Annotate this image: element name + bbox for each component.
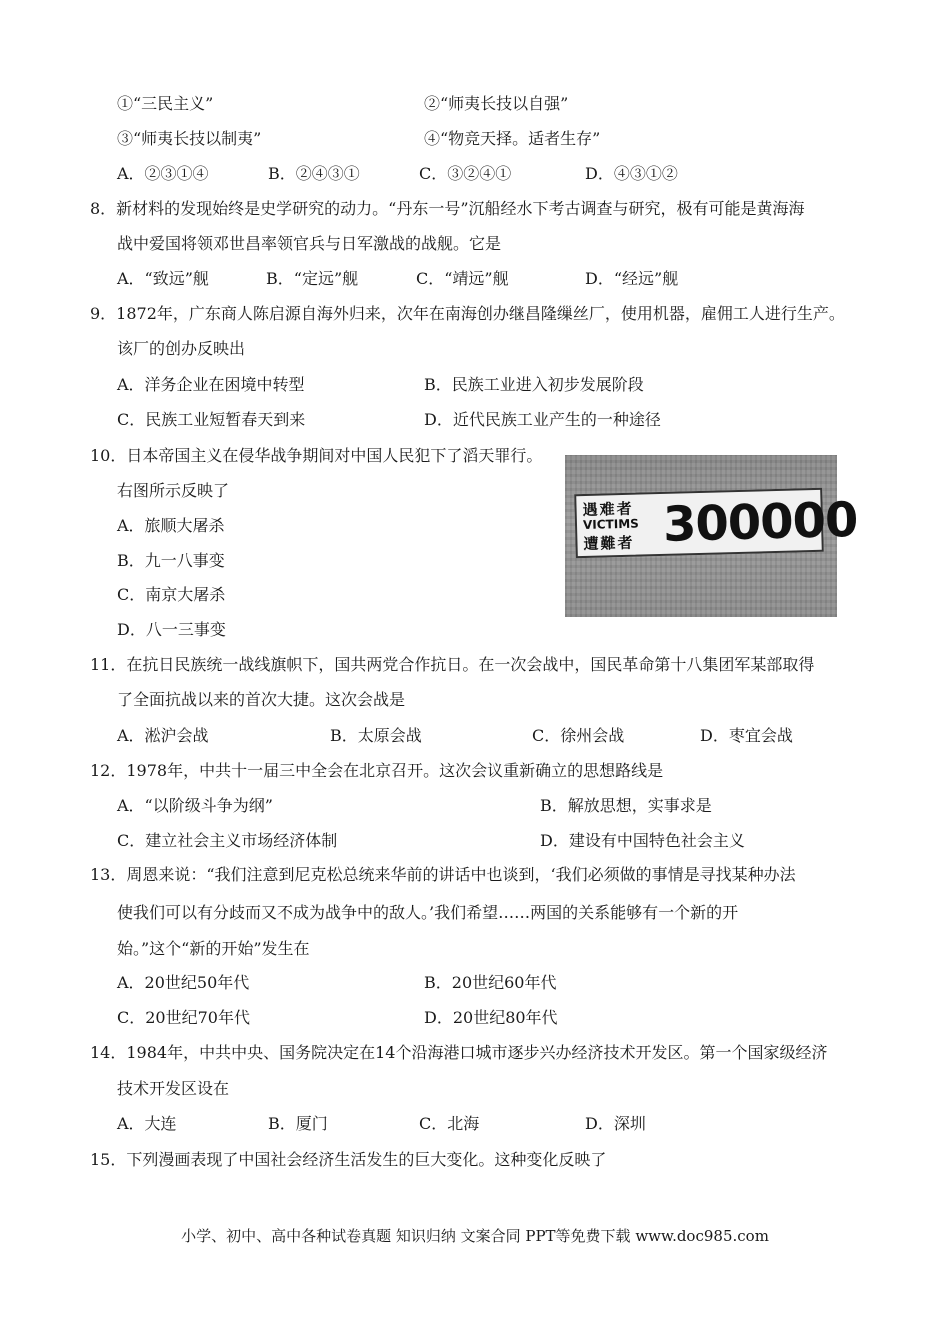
- victims-plaque: [574, 488, 859, 558]
- q14-option-a: A．大连: [117, 1114, 177, 1133]
- q13-option-b: B．20世纪60年代: [424, 973, 557, 992]
- q8-option-c: C．“靖远”舰: [416, 269, 509, 288]
- q9-option-a: A．洋务企业在困境中转型: [117, 375, 305, 394]
- q10-option-c: C．南京大屠杀: [117, 585, 226, 604]
- q7-item-4: ④“物竞天择。适者生存”: [424, 129, 601, 148]
- q15-stem-line1: 15．下列漫画表现了中国社会经济生活发生的巨大变化。这种变化反映了: [90, 1150, 607, 1169]
- q14-option-d: D．深圳: [585, 1114, 646, 1133]
- q11-option-c: C．徐州会战: [532, 726, 625, 745]
- q7-option-a: A．②③①④: [117, 164, 209, 183]
- q14-option-c: C．北海: [419, 1114, 480, 1133]
- q13-stem-line2: 使我们可以有分歧而又不成为战争中的敌人。’我们希望……两国的关系能够有一个新的开: [117, 903, 739, 922]
- q8-stem-line1: 8．新材料的发现始终是史学研究的动力。“丹东一号”沉船经水下考古调查与研究，极有可能是黄海海: [90, 199, 805, 218]
- q13-option-a: A．20世纪50年代: [117, 973, 250, 992]
- q7-option-c: C．③②④①: [419, 164, 512, 183]
- plaque-chinese-traditional: 遭難者: [583, 533, 635, 554]
- page-footer: 小学、初中、高中各种试卷真题 知识归纳 文案合同 PPT等免费下载 www.doc985.com: [181, 1227, 769, 1245]
- q7-option-b: B．②④③①: [268, 164, 360, 183]
- q12-option-c: C．建立社会主义市场经济体制: [117, 831, 338, 850]
- q14-stem-line2: 技术开发区设在: [117, 1079, 230, 1098]
- q8-option-d: D．“经远”舰: [585, 269, 679, 288]
- q13-stem-line3: 始。”这个“新的开始”发生在: [117, 939, 310, 958]
- q10-option-d: D．八一三事变: [117, 620, 226, 639]
- q10-stem-line1: 10．日本帝国主义在侵华战争期间对中国人民犯下了滔天罪行。: [90, 446, 543, 465]
- q12-stem-line1: 12．1978年，中共十一届三中全会在北京召开。这次会议重新确立的思想路线是: [90, 761, 664, 780]
- q8-stem-line2: 战中爱国将领邓世昌率领官兵与日军激战的战舰。它是: [117, 234, 502, 253]
- q7-item-1: ①“三民主义”: [117, 94, 214, 113]
- q14-stem-line1: 14．1984年，中共中央、国务院决定在14个沿海港口城市逐步兴办经济技术开发区。第一个国家级经济: [90, 1043, 828, 1062]
- q11-stem-line2: 了全面抗战以来的首次大捷。这次会战是: [117, 690, 406, 709]
- q9-option-b: B．民族工业进入初步发展阶段: [424, 375, 644, 394]
- q7-item-3: ③“师夷长技以制夷”: [117, 129, 262, 148]
- q9-option-c: C．民族工业短暂春天到来: [117, 410, 306, 429]
- q10-option-b: B．九一八事变: [117, 551, 225, 570]
- q11-option-b: B．太原会战: [330, 726, 422, 745]
- victims-wall-photo: [565, 455, 859, 617]
- q13-option-d: D．20世纪80年代: [424, 1008, 558, 1027]
- q14-option-b: B．厦门: [268, 1114, 328, 1133]
- q7-option-d: D．④③①②: [585, 164, 678, 183]
- q8-option-b: B．“定远”舰: [266, 269, 359, 288]
- q12-option-d: D．建设有中国特色社会主义: [540, 831, 745, 850]
- q13-stem-line1: 13．周恩来说：“我们注意到尼克松总统来华前的讲话中也谈到，‘我们必须做的事情是寻找某种办法: [90, 865, 796, 884]
- q12-option-b: B．解放思想，实事求是: [540, 796, 712, 815]
- q10-stem-line2: 右图所示反映了: [117, 481, 230, 500]
- q7-item-2: ②“师夷长技以自强”: [424, 94, 569, 113]
- q9-stem-line1: 9．1872年，广东商人陈启源自海外归来，次年在南海创办继昌隆缫丝厂，使用机器，雇佣工人进行生产。: [90, 304, 845, 323]
- plaque-english: VICTIMS: [582, 516, 639, 533]
- q12-option-a: A．“以阶级斗争为纲”: [117, 796, 273, 815]
- q11-stem-line1: 11．在抗日民族统一战线旗帜下，国共两党合作抗日。在一次会战中，国民革命第十八集团军某部取得: [90, 655, 815, 674]
- plaque-chinese-simplified: 遇难者: [582, 499, 634, 520]
- q9-option-d: D．近代民族工业产生的一种途径: [424, 410, 661, 429]
- q10-option-a: A．旅顺大屠杀: [117, 516, 225, 535]
- q13-option-c: C．20世纪70年代: [117, 1008, 250, 1027]
- q11-option-d: D．枣宜会战: [700, 726, 793, 745]
- q8-option-a: A．“致远”舰: [117, 269, 209, 288]
- q11-option-a: A．淞沪会战: [117, 726, 209, 745]
- q9-stem-line2: 该厂的创办反映出: [117, 339, 246, 358]
- plaque-number: 300000: [662, 491, 859, 553]
